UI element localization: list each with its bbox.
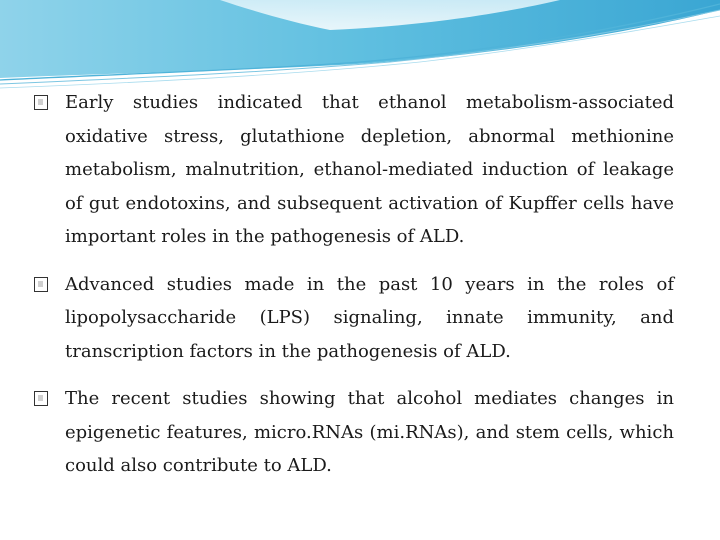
bullet-item-2 (34, 268, 674, 369)
bullet-text-2: Advanced studies made in the past 10 years in the roles of lipopolysaccharide (LPS) signaling, innate immunity, and transcription factors in the pathogenesis of ALD. (65, 273, 674, 362)
bullet-item-1 (34, 86, 674, 254)
bullet-text-1: Early studies indicated that ethanol metabolism-associated oxidative stress, glutathione depletion, abnormal methionine metabolism, malnutrition, ethanol-mediated induction of leakage of gut endotoxins, and subsequent activation of Kupffer cells have important roles in the pathogenesis of ALD. (65, 92, 674, 247)
box-bullet-icon (34, 277, 48, 292)
bullet-list (34, 86, 674, 497)
box-bullet-icon (34, 95, 48, 110)
header-wave-decoration (0, 0, 720, 90)
bullet-item-3 (34, 382, 674, 483)
bullet-text-3: The recent studies showing that alcohol mediates changes in epigenetic features, micro.RNAs (mi.RNAs), and stem cells, which could also contribute to ALD. (65, 388, 674, 476)
box-bullet-icon (34, 391, 48, 406)
